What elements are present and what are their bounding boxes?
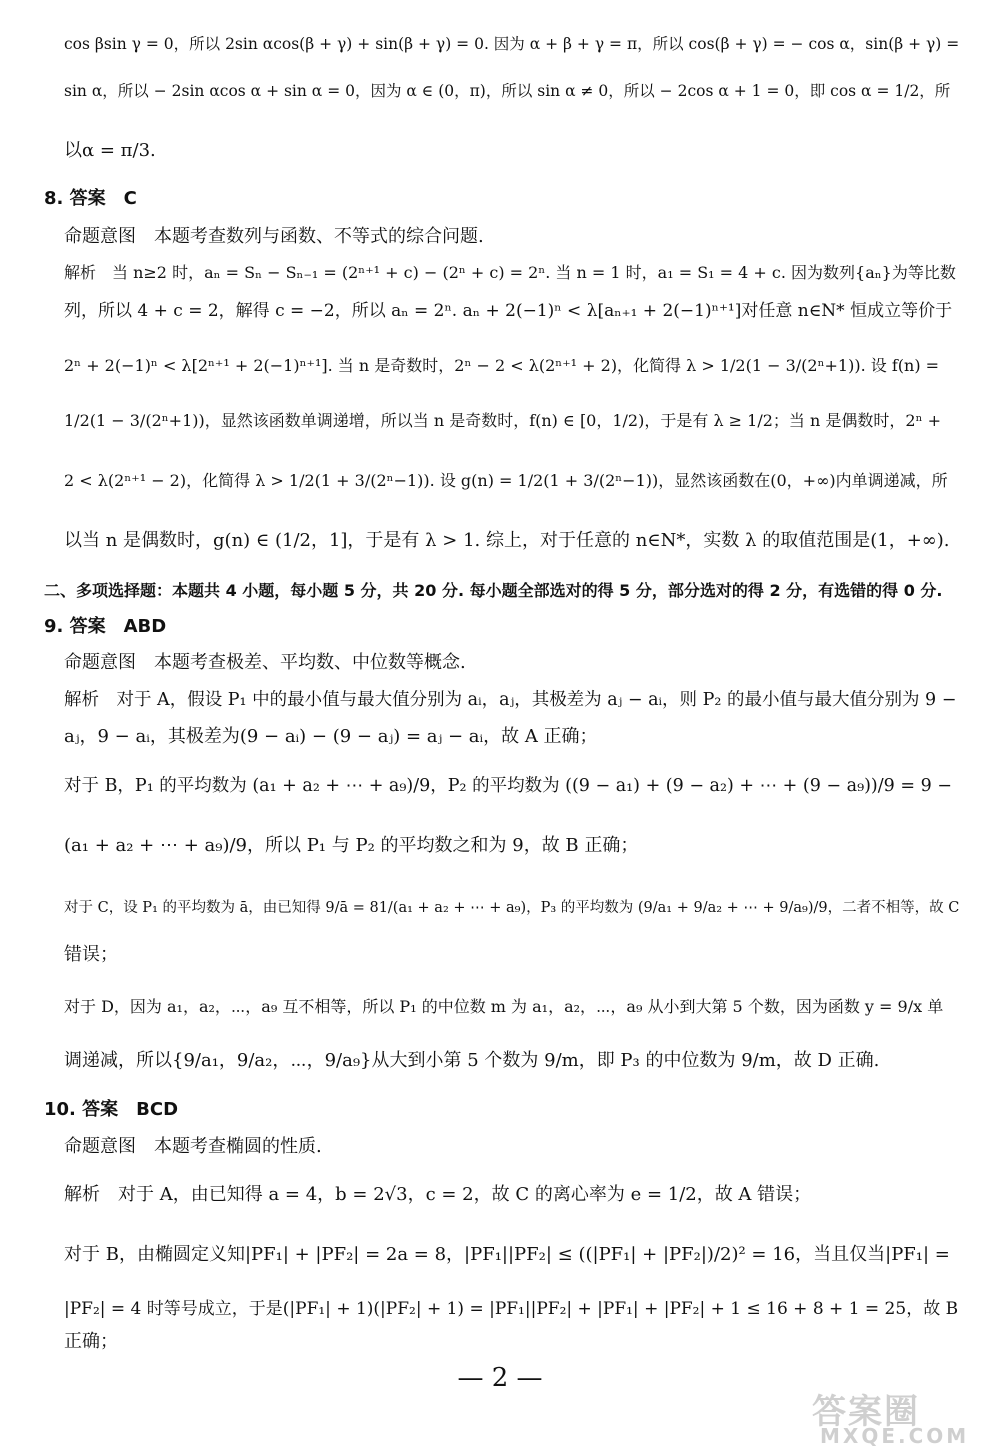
text-line: 2ⁿ + 2(−1)ⁿ < λ[2ⁿ⁺¹ + 2(−1)ⁿ⁺¹]. 当 n 是奇数时，2ⁿ − 2 < λ(2ⁿ⁺¹ + 2)，化简得 λ > 1/2(1 − 3/(2ⁿ+1)). 设 f(n) = [64, 356, 940, 375]
text-line: 解析 对于 A，假设 P₁ 中的最小值与最大值分别为 aᵢ，aⱼ，其极差为 aⱼ − aᵢ，则 P₂ 的最小值与最大值分别为 9 − [64, 690, 957, 710]
text-line: 对于 C，设 P₁ 的平均数为 ā，由已知得 9/ā = 81/(a₁ + a₂ + ⋯ + a₉)，P₃ 的平均数为 (9/a₁ + 9/a₂ + ⋯ + 9/a₉)/9，二者不相等，故 C [64, 900, 960, 916]
text-line: 对于 B，由椭圆定义知|PF₁| + |PF₂| = 2a = 8，|PF₁||PF₂| ≤ ((|PF₁| + |PF₂|)/2)² = 16，当且仅当|PF₁| = [64, 1244, 950, 1265]
page-number: — 2 — [457, 1363, 543, 1393]
text-line: 对于 B，P₁ 的平均数为 (a₁ + a₂ + ⋯ + a₉)/9，P₂ 的平均数为 ((9 − a₁) + (9 − a₂) + ⋯ + (9 − a₉))/9 = 9 − [64, 776, 952, 796]
text-line: (a₁ + a₂ + ⋯ + a₉)/9，所以 P₁ 与 P₂ 的平均数之和为 9，故 B 正确； [64, 835, 639, 856]
text-line: 解析 当 n≥2 时，aₙ = Sₙ − Sₙ₋₁ = (2ⁿ⁺¹ + c) − (2ⁿ + c) = 2ⁿ. 当 n = 1 时，a₁ = S₁ = 4 + c. 因为数列{aₙ}为等比数 [64, 263, 956, 282]
watermark-url: MXQE.COM [820, 1424, 970, 1448]
text-line: 以当 n 是偶数时，g(n) ∈ (1/2，1]，于是有 λ > 1. 综上，对于任意的 n∈N*，实数 λ 的取值范围是(1，+∞). [64, 530, 950, 551]
text-line: 正确； [64, 1331, 118, 1352]
intent-line: 命题意图 本题考查数列与函数、不等式的综合问题. [64, 226, 484, 247]
text-line: 解析 对于 A，由已知得 a = 4，b = 2√3，c = 2，故 C 的离心率为 e = 1/2，故 A 错误； [64, 1184, 812, 1205]
watermark-title: 答案圈 [812, 1392, 920, 1432]
text-line: aⱼ，9 − aᵢ，其极差为(9 − aᵢ) − (9 − aⱼ) = aⱼ − aᵢ，故 A 正确； [64, 726, 598, 747]
answer-heading: 10. 答案 BCD [44, 1099, 179, 1120]
text-line: |PF₂| = 4 时等号成立，于是(|PF₁| + 1)(|PF₂| + 1) = |PF₁||PF₂| + |PF₁| + |PF₂| + 1 ≤ 16 + 8 + 1 = 25，故 B [64, 1299, 959, 1319]
text-line: 错误； [64, 944, 118, 965]
answer-heading: 9. 答案 ABD [44, 616, 167, 637]
intent-line: 命题意图 本题考查极差、平均数、中位数等概念. [64, 652, 466, 673]
text-line: sin α，所以 − 2sin αcos α + sin α = 0，因为 α ∈ (0，π)，所以 sin α ≠ 0，所以 − 2cos α + 1 = 0，即 cos α = 1/2，所 [64, 82, 951, 100]
watermark-logo [812, 1384, 982, 1446]
text-line: 2 < λ(2ⁿ⁺¹ − 2)，化简得 λ > 1/2(1 + 3/(2ⁿ−1)). 设 g(n) = 1/2(1 + 3/(2ⁿ−1))，显然该函数在(0，+∞)内单调递减，所 [64, 471, 948, 490]
text-line: cos βsin γ = 0，所以 2sin αcos(β + γ) + sin(β + γ) = 0. 因为 α + β + γ = π，所以 cos(β + γ) = − cos α，sin(β + γ) = [64, 35, 960, 53]
text-line: 列，所以 4 + c = 2，解得 c = −2，所以 aₙ = 2ⁿ. aₙ + 2(−1)ⁿ < λ[aₙ₊₁ + 2(−1)ⁿ⁺¹]对任意 n∈N* 恒成立等价于 [64, 301, 953, 321]
text-line: 以α = π/3. [64, 140, 156, 161]
answer-heading: 8. 答案 C [44, 188, 137, 209]
text-line: 调递减，所以{9/a₁，9/a₂，⋯，9/a₉}从大到小第 5 个数为 9/m，即 P₃ 的中位数为 9/m，故 D 正确. [64, 1050, 880, 1071]
section-heading: 二、多项选择题：本题共 4 小题，每小题 5 分，共 20 分. 每小题全部选对的得 5 分，部分选对的得 2 分，有选错的得 0 分. [44, 581, 943, 600]
text-line: 对于 D，因为 a₁，a₂，⋯，a₉ 互不相等，所以 P₁ 的中位数 m 为 a₁，a₂，⋯，a₉ 从小到大第 5 个数，因为函数 y = 9/x 单 [64, 997, 944, 1016]
intent-line: 命题意图 本题考查椭圆的性质. [64, 1136, 322, 1157]
text-line: 1/2(1 − 3/(2ⁿ+1))，显然该函数单调递增，所以当 n 是奇数时，f(n) ∈ [0，1/2)，于是有 λ ≥ 1/2；当 n 是偶数时，2ⁿ + [64, 411, 941, 430]
